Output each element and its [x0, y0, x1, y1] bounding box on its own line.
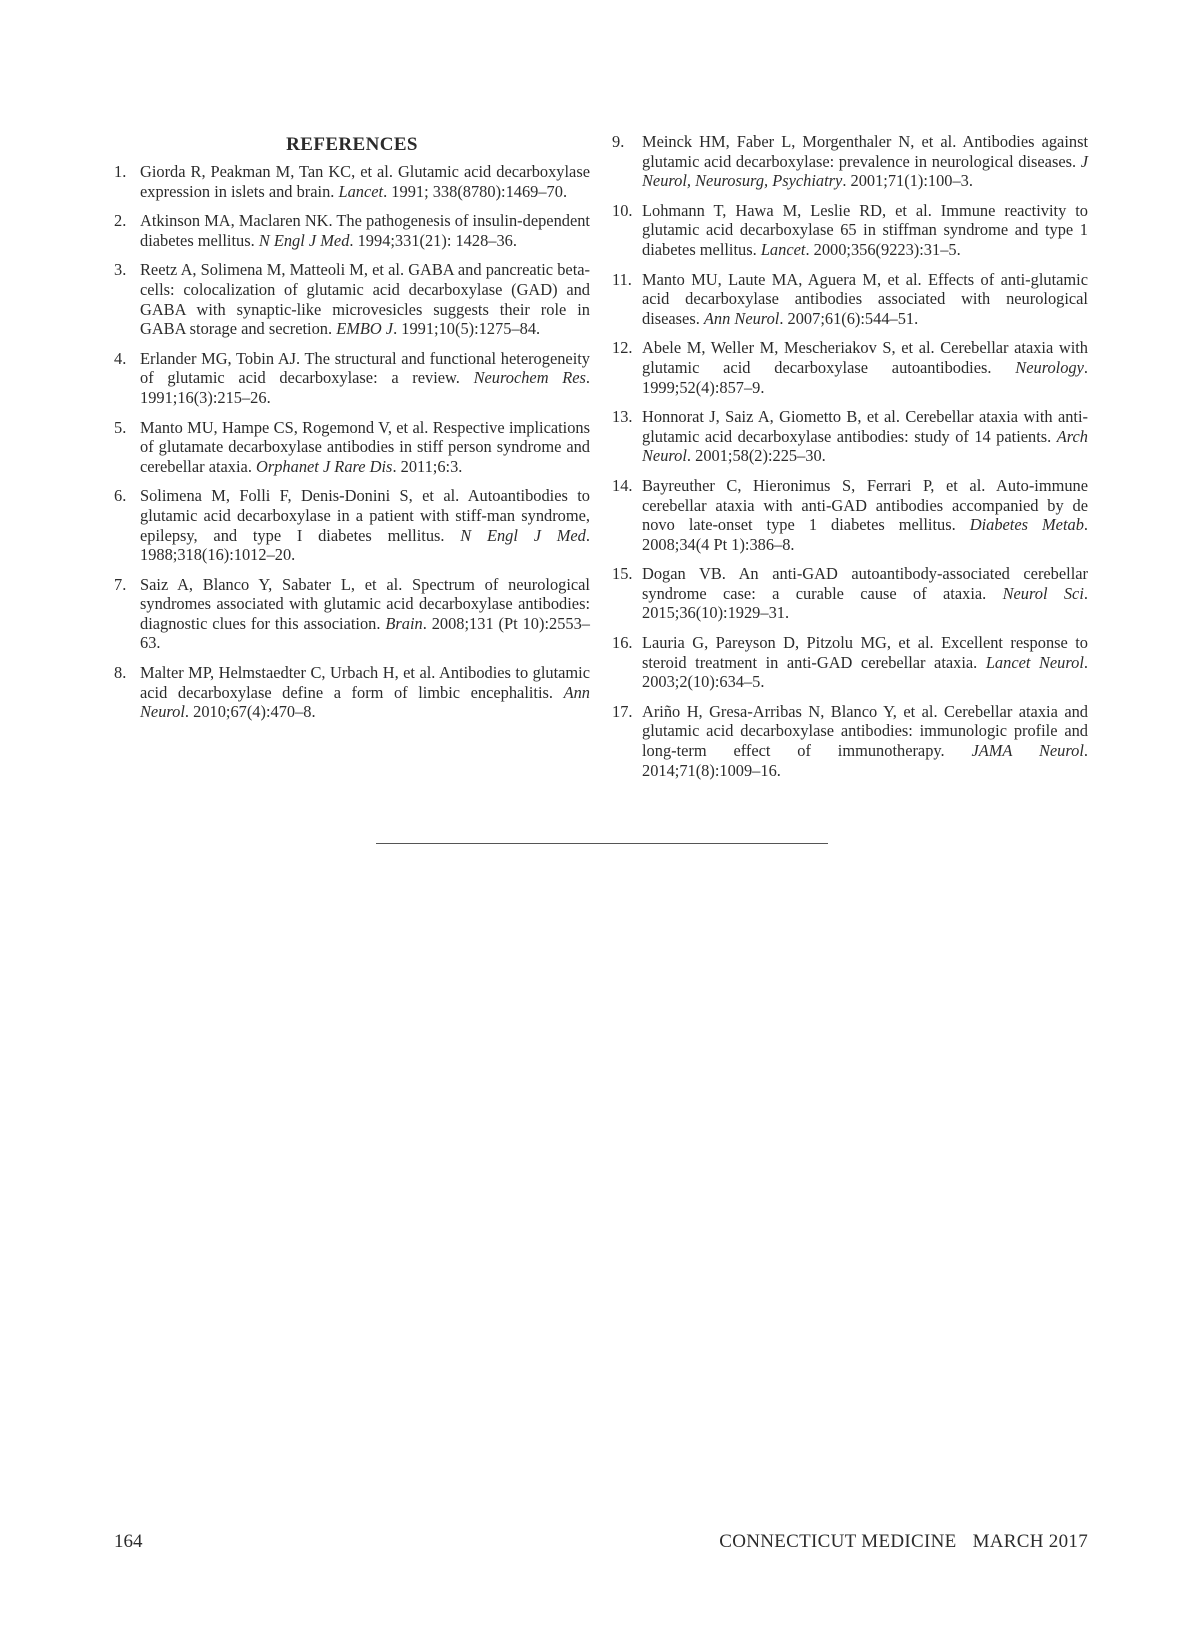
reference-volume: . 1988;318(16):1012–20.	[140, 525, 590, 565]
reference-number: 9.	[612, 132, 625, 151]
reference-journal: N Engl J Med	[258, 230, 350, 250]
reference-volume: . 2001;58(2):225–30.	[686, 446, 826, 466]
reference-text	[642, 476, 1088, 554]
reference-citation: Manto MU, Laute MA, Aguera M, et al. Effects of anti-glutamic acid decarboxylase antibodies associated with neurological diseases.	[642, 269, 1088, 328]
reference-number: 12.	[612, 338, 633, 358]
reference-item	[114, 486, 590, 564]
reference-number: 15.	[612, 564, 633, 584]
reference-journal: Brain	[385, 613, 423, 633]
reference-text	[140, 575, 590, 653]
reference-volume: . 2011;6:3.	[392, 456, 463, 476]
section-divider	[376, 843, 828, 844]
reference-journal: Arch Neurol	[642, 426, 1088, 466]
reference-item	[612, 407, 1088, 466]
reference-item	[612, 702, 1088, 780]
reference-journal: N Engl J Med	[460, 525, 586, 545]
reference-item	[612, 564, 1088, 623]
reference-citation: Lauria G, Pareyson D, Pitzolu MG, et al. Excellent response to steroid treatment in anti-GAD cerebellar ataxia.	[642, 633, 1088, 672]
reference-number: 17.	[612, 701, 633, 721]
reference-journal: EMBO J	[336, 319, 394, 339]
reference-text	[642, 132, 1088, 191]
reference-number: 16.	[612, 633, 633, 653]
references-column-right	[612, 132, 1088, 790]
reference-journal: Neurol Sci	[1002, 583, 1084, 603]
reference-item	[114, 575, 590, 653]
reference-number: 5.	[114, 417, 127, 437]
reference-item	[612, 633, 1088, 692]
reference-number: 11.	[612, 269, 632, 289]
reference-list-left	[114, 162, 590, 722]
reference-journal: Neurochem Res	[473, 368, 586, 388]
reference-text	[140, 260, 590, 338]
reference-item	[612, 338, 1088, 397]
reference-citation: Malter MP, Helmstaedter C, Urbach H, et al. Antibodies to glutamic acid decarboxylase define a form of limbic encephalitis.	[140, 663, 590, 702]
reference-item	[114, 211, 590, 250]
reference-volume: . 1991; 338(8780):1469–70.	[383, 181, 568, 201]
reference-item	[114, 663, 590, 722]
reference-volume: . 2015;36(10):1929–31.	[642, 583, 1088, 623]
reference-text	[140, 418, 590, 477]
reference-text	[642, 270, 1088, 329]
reference-journal: J Neurol, Neurosurg, Psychiatry	[642, 151, 1088, 191]
reference-journal: Lancet	[760, 239, 806, 259]
reference-number: 8.	[114, 663, 127, 683]
reference-text	[140, 211, 590, 250]
reference-volume: . 2008;131 (Pt 10):2553–63.	[140, 613, 590, 653]
reference-volume: . 2003;2(10):634–5.	[642, 652, 1088, 692]
reference-citation: Bayreuther C, Hieronimus S, Ferrari P, et al. Auto-immune cerebellar ataxia with anti-GAD antibodies accompanied by de novo late-onset type 1 diabetes mellitus.	[642, 475, 1088, 535]
reference-volume: . 1999;52(4):857–9.	[642, 357, 1088, 397]
reference-journal: JAMA Neurol	[971, 741, 1084, 761]
reference-text	[642, 201, 1088, 260]
reference-journal: Diabetes Metab	[969, 515, 1084, 535]
reference-volume: . 2014;71(8):1009–16.	[642, 741, 1088, 780]
reference-volume: . 1991;10(5):1275–84.	[393, 319, 541, 339]
reference-number: 13.	[612, 407, 633, 427]
reference-citation: Abele M, Weller M, Mescheriakov S, et al. Cerebellar ataxia with glutamic acid decarboxylase autoantibodies.	[642, 338, 1088, 377]
reference-item	[612, 270, 1088, 329]
references-column-left	[114, 132, 590, 732]
reference-journal: Lancet Neurol	[985, 652, 1084, 672]
reference-text	[140, 663, 590, 722]
reference-journal: Orphanet J Rare Dis	[256, 456, 393, 476]
reference-number: 3.	[114, 260, 127, 280]
reference-text	[140, 486, 590, 564]
reference-item	[612, 201, 1088, 260]
reference-citation: Reetz A, Solimena M, Matteoli M, et al. GABA and pancreatic beta-cells: colocalization of glutamic acid decarboxylase (GAD) and GABA with synaptic-like microvesicles suggests their role in GABA storage and secretion.	[140, 260, 590, 339]
reference-text	[642, 633, 1088, 692]
reference-text	[642, 702, 1088, 780]
reference-citation: Solimena M, Folli F, Denis-Donini S, et al. Autoantibodies to glutamic acid decarboxylase in a patient with stiff-man syndrome, epilepsy, and type I diabetes mellitus.	[140, 486, 590, 545]
reference-volume: . 1994;331(21): 1428–36.	[349, 230, 517, 250]
reference-text	[140, 349, 590, 408]
reference-journal: Neurology	[1015, 357, 1084, 377]
reference-volume: . 1991;16(3):215–26.	[140, 368, 590, 407]
reference-volume: . 2007;61(6):544–51.	[779, 308, 919, 328]
reference-number: 6.	[114, 486, 127, 506]
running-footer	[719, 1531, 1088, 1553]
reference-volume: . 2008;34(4 Pt 1):386–8.	[642, 515, 1089, 554]
reference-citation: Giorda R, Peakman M, Tan KC, et al. Glutamic acid decarboxylase expression in islets and brain.	[140, 162, 590, 201]
reference-citation: Lohmann T, Hawa M, Leslie RD, et al. Immune reactivity to glutamic acid decarboxylase 65 in stiffman syndrome and type 1 diabetes mellitus.	[642, 200, 1088, 259]
reference-citation: Dogan VB. An anti-GAD autoantibody-associated cerebellar syndrome case: a curable cause of ataxia.	[642, 564, 1088, 603]
reference-citation: Honnorat J, Saiz A, Giometto B, et al. Cerebellar ataxia with anti-glutamic acid decarboxylase antibodies: study of 14 patients.	[642, 407, 1088, 446]
reference-item	[612, 476, 1088, 554]
reference-citation: Atkinson MA, Maclaren NK. The pathogenesis of insulin-dependent diabetes mellitus.	[140, 211, 590, 250]
reference-number: 7.	[114, 574, 127, 594]
reference-text	[642, 338, 1088, 397]
reference-volume: . 2000;356(9223):31–5.	[805, 239, 961, 259]
journal-name: CONNECTICUT MEDICINE	[719, 1531, 957, 1552]
reference-citation: Manto MU, Hampe CS, Rogemond V, et al. Respective implications of glutamate decarboxylase antibodies in stiff person syndrome and cerebellar ataxia.	[140, 417, 590, 476]
reference-volume: . 2010;67(4):470–8.	[184, 702, 316, 722]
reference-item	[114, 260, 590, 338]
reference-text	[140, 162, 590, 201]
reference-citation: Erlander MG, Tobin AJ. The structural and functional heterogeneity of glutamic acid decarboxylase: a review.	[140, 348, 590, 388]
reference-citation: Meinck HM, Faber L, Morgenthaler N, et al. Antibodies against glutamic acid decarboxylase: prevalence in neurological diseases.	[642, 132, 1088, 171]
reference-number: 1.	[114, 162, 127, 181]
reference-journal: Ann Neurol	[140, 682, 590, 722]
reference-number: 10.	[612, 200, 633, 220]
reference-number: 14.	[612, 475, 633, 495]
reference-item	[114, 349, 590, 408]
reference-citation: Saiz A, Blanco Y, Sabater L, et al. Spectrum of neurological syndromes associated with glutamic acid decarboxylase antibodies: diagnostic clues for this association.	[140, 574, 590, 633]
reference-text	[642, 564, 1088, 623]
page-number: 164	[114, 1531, 143, 1552]
reference-number: 4.	[114, 348, 127, 368]
reference-list-right	[612, 132, 1088, 780]
reference-item	[612, 132, 1088, 191]
reference-journal: Lancet	[338, 181, 384, 201]
references-heading: REFERENCES	[286, 134, 418, 155]
issue-date: MARCH 2017	[972, 1531, 1088, 1552]
reference-number: 2.	[114, 211, 127, 231]
reference-citation: Ariño H, Gresa-Arribas N, Blanco Y, et al. Cerebellar ataxia and glutamic acid decarboxylase antibodies: immunologic profile and long-term effect of immunotherapy.	[642, 701, 1088, 761]
reference-volume: . 2001;71(1):100–3.	[842, 171, 973, 191]
reference-item	[114, 418, 590, 477]
reference-text	[642, 407, 1088, 466]
reference-item	[114, 162, 590, 201]
reference-journal: Ann Neurol	[703, 308, 780, 328]
